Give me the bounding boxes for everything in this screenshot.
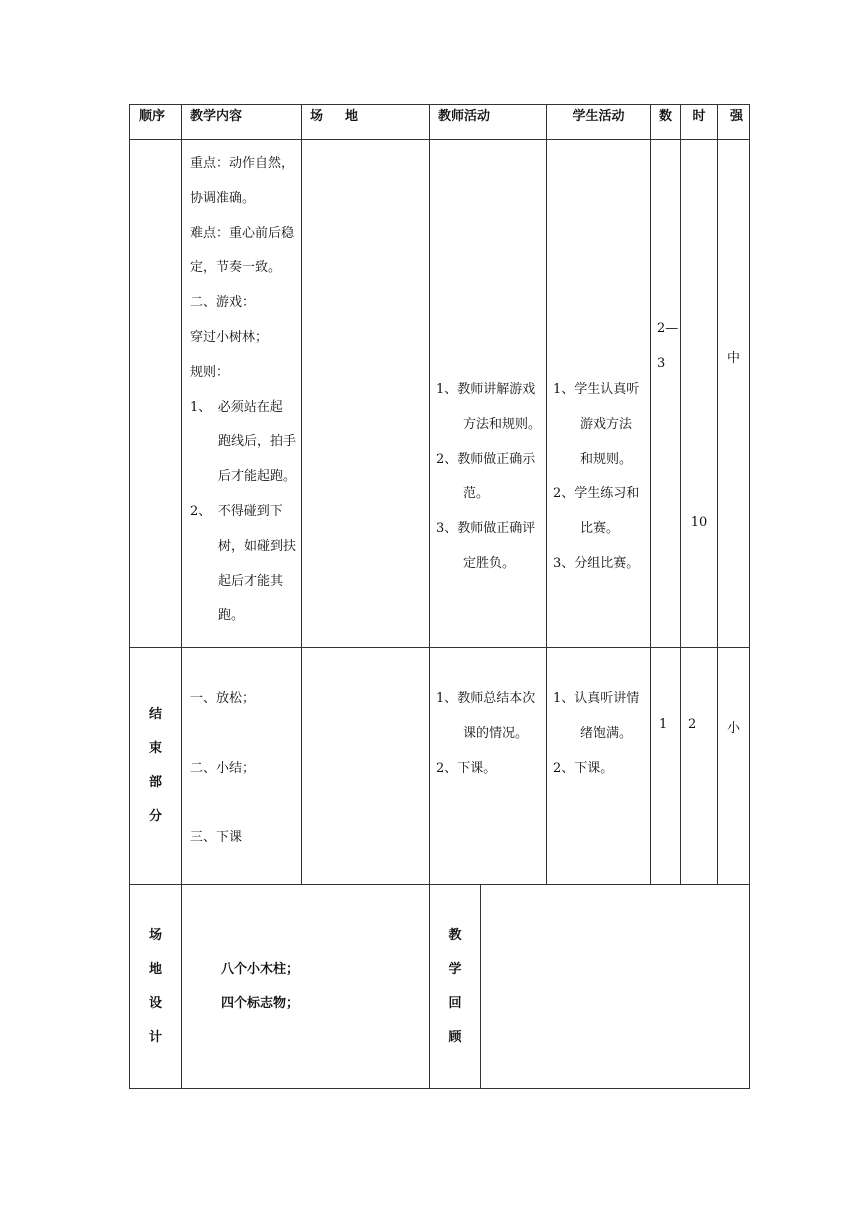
count-value: 3 [657, 355, 666, 371]
header-count: 数 [651, 105, 681, 140]
content-line: 二、游戏： [190, 295, 256, 311]
main-venue-cell [302, 140, 430, 648]
content-line: 规则： [190, 364, 230, 380]
content-line: 协调准确。 [190, 190, 256, 206]
header-venue-b: 地 [345, 109, 359, 124]
teacher-item: 3、教师做正确评 [436, 521, 536, 537]
header-seq: 顺序 [130, 105, 182, 140]
ending-content-item: 三、下课 [190, 830, 243, 846]
ending-teacher-cell [430, 648, 547, 885]
teacher-item: 2、教师做正确示 [436, 451, 536, 467]
teacher-item-cont: 课的情况。 [463, 725, 529, 741]
ending-content-cell [182, 648, 302, 885]
design-label: 场 地 设 计 [130, 885, 182, 1089]
ending-section-row [130, 648, 750, 885]
header-venue-a: 场 [310, 109, 324, 124]
content-line: 穿过小树林； [190, 329, 269, 345]
ending-label: 结 束 部 分 [130, 648, 182, 885]
header-time: 时 [681, 105, 718, 140]
student-item-cont: 游戏方法 [580, 416, 633, 432]
rule-2-cont: 树，如碰到扶 [218, 538, 297, 554]
teacher-item: 1、教师讲解游戏 [436, 382, 536, 397]
ending-count-cell [651, 648, 681, 885]
teacher-item: 1、教师总结本次 [436, 691, 536, 706]
design-item: 四个标志物； [221, 995, 300, 1011]
ending-student-cell [547, 648, 651, 885]
teacher-item-cont: 范。 [463, 486, 490, 502]
design-content-cell [182, 885, 430, 1089]
content-line: 难点：重心前后稳 [190, 225, 295, 241]
student-item: 2、下课。 [553, 760, 614, 776]
student-item: 1、学生认真听 [553, 382, 640, 397]
student-item: 1、认真听讲情 [553, 691, 640, 706]
rule-1-cont: 后才能起跑。 [218, 469, 297, 485]
student-item: 3、分组比赛。 [553, 555, 640, 571]
header-teacher: 教师活动 [430, 105, 547, 140]
main-count-cell [651, 140, 681, 648]
rule-1: 1、 必须站在起 [190, 399, 283, 415]
main-section-row [130, 140, 750, 648]
teacher-item-cont: 方法和规则。 [463, 416, 542, 432]
ending-time-cell [681, 648, 718, 885]
count-value: 2— [657, 321, 679, 336]
student-item-cont: 比赛。 [580, 521, 620, 537]
rule-2: 2、 不得碰到下 [190, 503, 283, 519]
main-seq-cell [130, 140, 182, 648]
ending-content-item: 二、小结； [190, 760, 256, 776]
review-content-cell [481, 885, 750, 1089]
header-student: 学生活动 [547, 105, 651, 140]
teacher-item: 2、下课。 [436, 760, 497, 776]
ending-venue-cell [302, 648, 430, 885]
time-value: 10 [690, 515, 708, 530]
teacher-item-cont: 定胜负。 [463, 555, 516, 571]
count-value: 1 [659, 717, 668, 732]
header-row [130, 105, 750, 140]
main-content-cell [182, 140, 302, 648]
design-section-row [130, 885, 750, 1089]
student-item-cont: 绪饱满。 [580, 725, 633, 741]
header-content: 教学内容 [182, 105, 302, 140]
review-label: 教 学 回 顾 [430, 885, 481, 1089]
main-student-cell [547, 140, 651, 648]
content-line: 重点：动作自然， [190, 156, 295, 171]
student-item: 2、学生练习和 [553, 486, 640, 502]
main-teacher-cell [430, 140, 547, 648]
rule-2-cont: 起后才能其 [218, 573, 284, 589]
student-item-cont: 和规则。 [580, 451, 633, 467]
intensity-value: 中 [727, 351, 741, 366]
time-value: 2 [688, 717, 697, 732]
main-time-cell [681, 140, 718, 648]
design-item: 八个小木柱； [221, 961, 300, 977]
main-intensity-cell [718, 140, 750, 648]
header-venue [302, 105, 430, 140]
ending-content-item: 一、放松； [190, 691, 256, 706]
rule-1-cont: 跑线后，拍手 [218, 434, 297, 450]
lesson-plan-table [129, 104, 750, 1089]
ending-intensity-cell [718, 648, 750, 885]
intensity-value: 小 [727, 721, 741, 736]
header-intensity: 强 [718, 105, 750, 140]
content-line: 定，节奏一致。 [190, 260, 282, 276]
rule-2-cont: 跑。 [218, 608, 245, 624]
